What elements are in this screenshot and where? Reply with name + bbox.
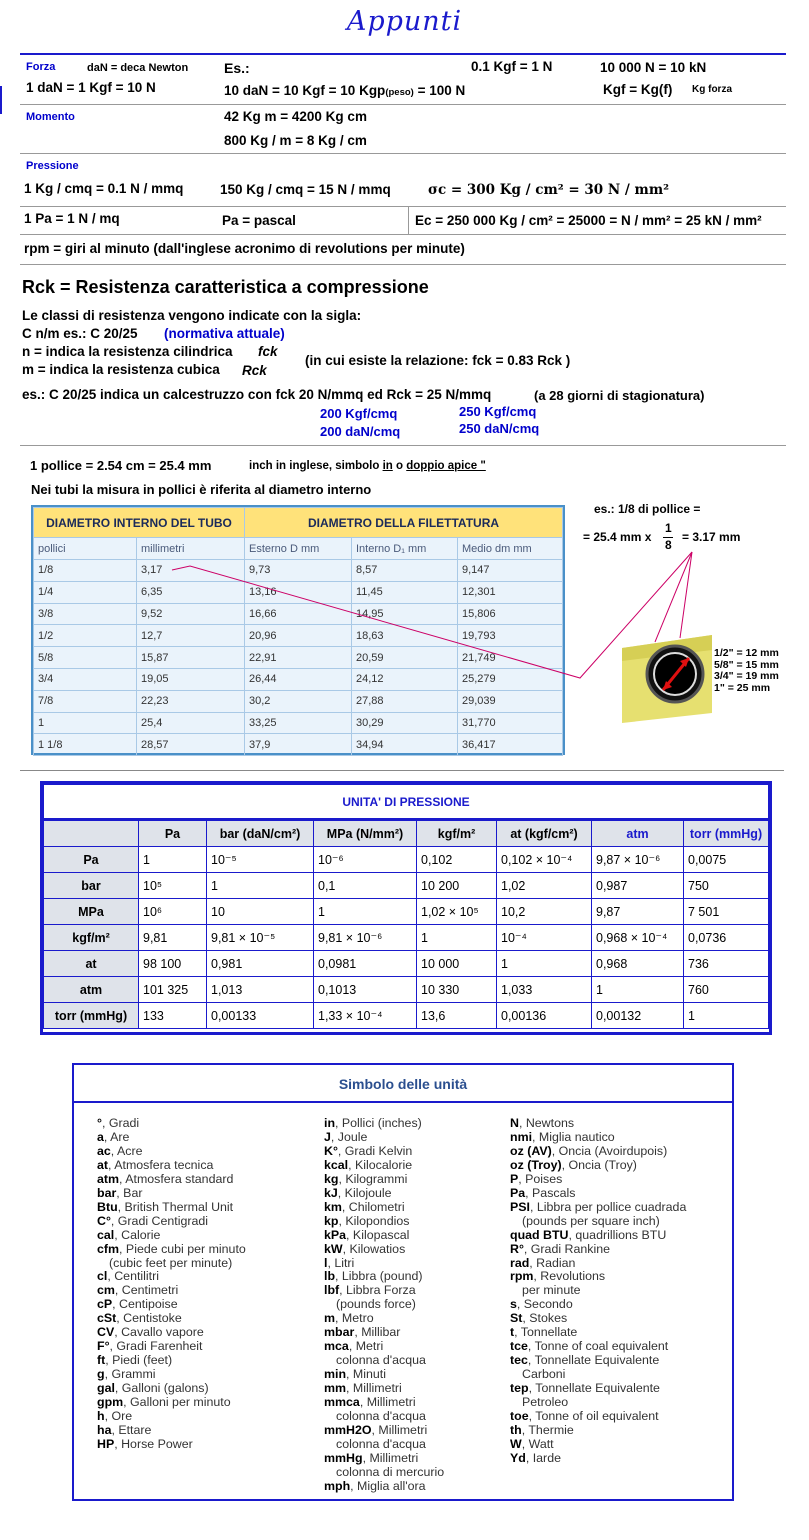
table-cell: 1 bbox=[417, 925, 497, 951]
table-cell: 9,81 × 10⁻⁵ bbox=[207, 925, 314, 951]
table-cell: 760 bbox=[684, 977, 769, 1003]
table-cell: 5/8 bbox=[34, 647, 137, 669]
table-cell: 98 100 bbox=[139, 951, 207, 977]
table-cell: 7/8 bbox=[34, 690, 137, 712]
symbol-entry: mm, Millimetri bbox=[324, 1381, 402, 1396]
symbol-entry: °, Gradi bbox=[97, 1116, 140, 1130]
table-cell: 20,59 bbox=[352, 647, 458, 669]
table-cell: 30,2 bbox=[245, 690, 352, 712]
pollice-def: 1 pollice = 2.54 cm = 25.4 mm bbox=[30, 458, 212, 473]
table-cell: 10⁻⁶ bbox=[314, 847, 417, 873]
symbol-entry: St, Stokes bbox=[510, 1311, 568, 1326]
kgf-def: Kgf = Kg(f) bbox=[603, 82, 673, 97]
symbol-entry: Btu, British Thermal Unit bbox=[97, 1199, 234, 1214]
table-cell: 9,73 bbox=[245, 560, 352, 582]
table-row bbox=[44, 977, 769, 1003]
symbol-entry: mmHg, Millimetri bbox=[324, 1450, 419, 1465]
table-cell: 736 bbox=[684, 951, 769, 977]
table-cell: 34,94 bbox=[352, 734, 458, 756]
table-cell: 21,749 bbox=[458, 647, 563, 669]
dan-note: daN = deca Newton bbox=[87, 62, 189, 74]
row-header: torr (mmHg) bbox=[44, 1003, 139, 1029]
pressure-col-header: kgf/m² bbox=[417, 820, 497, 847]
symbol-entry: gpm, Galloni per minuto bbox=[97, 1395, 231, 1410]
symbols-column-1 bbox=[97, 1117, 246, 1452]
symbol-entry: tce, Tonne of coal equivalent bbox=[510, 1339, 669, 1354]
es-label: Es.: bbox=[224, 60, 250, 76]
inch-note: inch in inglese, simbolo in o doppio apice " bbox=[249, 460, 486, 472]
table-cell: 1 1/8 bbox=[34, 734, 137, 756]
table-cell: 101 325 bbox=[139, 977, 207, 1003]
symbol-entry: nmi, Miglia nautico bbox=[510, 1129, 615, 1144]
symbol-entry: mmca, Millimetri bbox=[324, 1395, 416, 1410]
row-header: at bbox=[44, 951, 139, 977]
table-cell: 10⁶ bbox=[139, 899, 207, 925]
sigma-c: σc = 300 Kg / cm² = 30 N / mm² bbox=[428, 182, 670, 198]
symbol-entry: colonna d'acqua bbox=[336, 1353, 426, 1368]
table-cell: 1/2 bbox=[34, 625, 137, 647]
table-cell: 1,02 × 10⁵ bbox=[417, 899, 497, 925]
table-cell: 6,35 bbox=[137, 581, 245, 603]
symbol-entry: km, Chilometri bbox=[324, 1199, 405, 1214]
symbol-entry: tep, Tonnellate Equivalente bbox=[510, 1381, 660, 1396]
table-cell: 0,00132 bbox=[592, 1003, 684, 1029]
table-cell: 20,96 bbox=[245, 625, 352, 647]
divider bbox=[20, 770, 784, 771]
pipe-col-header: Esterno D mm bbox=[245, 538, 352, 560]
pressione-label: Pressione bbox=[26, 160, 79, 172]
frac-den: 8 bbox=[665, 538, 672, 552]
rck-line4: m = indica la resistenza cubica bbox=[22, 362, 220, 377]
rck-heading: Rck = Resistenza caratteristica a compressione bbox=[22, 277, 429, 297]
symbol-entry: rad, Radian bbox=[510, 1255, 576, 1270]
symbol-entry: m, Metro bbox=[324, 1311, 374, 1326]
symbol-entry: toe, Tonne of oil equivalent bbox=[510, 1409, 659, 1424]
table-cell: 1 bbox=[592, 977, 684, 1003]
symbol-entry: gal, Galloni (galons) bbox=[97, 1381, 209, 1396]
table-cell: 10 000 bbox=[417, 951, 497, 977]
table-cell: 15,806 bbox=[458, 603, 563, 625]
symbol-entry: g, Grammi bbox=[97, 1367, 156, 1382]
pressure-col-header: Pa bbox=[139, 820, 207, 847]
pipe-col-header: millimetri bbox=[137, 538, 245, 560]
symbol-entry: rpm, Revolutions bbox=[510, 1269, 606, 1284]
table-cell: 15,87 bbox=[137, 647, 245, 669]
table-cell: 9,52 bbox=[137, 603, 245, 625]
pointer-line bbox=[680, 552, 692, 638]
table-cell: 31,770 bbox=[458, 712, 563, 734]
es-eq-b: = 3.17 mm bbox=[682, 530, 741, 544]
symbol-entry: P, Poises bbox=[510, 1171, 563, 1186]
fck-symbol: fck bbox=[258, 344, 278, 359]
es-eq-a: = 25.4 mm x bbox=[583, 530, 652, 544]
table-cell: 9,81 × 10⁻⁶ bbox=[314, 925, 417, 951]
table-cell: 10 200 bbox=[417, 873, 497, 899]
table-cell: 0,968 × 10⁻⁴ bbox=[592, 925, 684, 951]
symbols-column-3 bbox=[510, 1117, 686, 1466]
table-cell: 1 bbox=[207, 873, 314, 899]
table-cell: 0,968 bbox=[592, 951, 684, 977]
symbol-entry: cfm, Piede cubi per minuto bbox=[97, 1241, 246, 1256]
table-cell: 0,987 bbox=[592, 873, 684, 899]
symbol-entry: N, Newtons bbox=[510, 1116, 575, 1130]
symbol-entry: h, Ore bbox=[97, 1409, 133, 1424]
table-cell: 9,81 bbox=[139, 925, 207, 951]
row-header: MPa bbox=[44, 899, 139, 925]
symbol-entry: lb, Libbra (pound) bbox=[324, 1269, 423, 1284]
table-row bbox=[44, 1003, 769, 1029]
symbol-entry: colonna d'acqua bbox=[336, 1409, 426, 1424]
table-row bbox=[44, 873, 769, 899]
dan-200: 200 daN/cmq bbox=[320, 424, 401, 439]
pipe-head-left: DIAMETRO INTERNO DEL TUBO bbox=[34, 508, 245, 538]
ec-value: Ec = 250 000 Kg / cm² = 25000 = N / mm² = 25 kN / mm² bbox=[415, 213, 762, 228]
symbol-entry: a, Are bbox=[97, 1129, 130, 1144]
table-row bbox=[44, 951, 769, 977]
kgf-200: 200 Kgf/cmq bbox=[320, 406, 398, 421]
kgf-n: 0.1 Kgf = 1 N bbox=[471, 59, 553, 74]
table-cell: 22,23 bbox=[137, 690, 245, 712]
rck-line1: Le classi di resistenza vengono indicate con la sigla: bbox=[22, 308, 362, 323]
table-cell: 10 330 bbox=[417, 977, 497, 1003]
symbol-entry: min, Minuti bbox=[324, 1367, 386, 1382]
table-row bbox=[44, 847, 769, 873]
symbol-entry: colonna di mercurio bbox=[336, 1464, 445, 1479]
pressure-header-row bbox=[44, 820, 769, 847]
table-cell: 0,0981 bbox=[314, 951, 417, 977]
symbol-entry: cm, Centimetri bbox=[97, 1283, 179, 1298]
pa-1: 1 Pa = 1 N / mq bbox=[24, 211, 120, 226]
pressure-col-header: MPa (N/mm²) bbox=[314, 820, 417, 847]
row-header: bar bbox=[44, 873, 139, 899]
table-cell: 1,33 × 10⁻⁴ bbox=[314, 1003, 417, 1029]
symbol-entry: l, Litri bbox=[324, 1255, 355, 1270]
table-cell: 12,7 bbox=[137, 625, 245, 647]
dan-kgf: 1 daN = 1 Kgf = 10 N bbox=[26, 80, 156, 95]
table-cell: 30,29 bbox=[352, 712, 458, 734]
symbol-entry: lbf, Libbra Forza bbox=[324, 1283, 416, 1298]
table-cell: 12,301 bbox=[458, 581, 563, 603]
symbol-entry: kcal, Kilocalorie bbox=[324, 1157, 413, 1172]
symbol-entry: cl, Centilitri bbox=[97, 1269, 159, 1284]
table-cell: 1,033 bbox=[497, 977, 592, 1003]
table-cell: 1 bbox=[684, 1003, 769, 1029]
symbol-entry: kJ, Kilojoule bbox=[324, 1185, 392, 1200]
table-cell: 1 bbox=[34, 712, 137, 734]
symbol-entry: F°, Gradi Farenheit bbox=[97, 1339, 203, 1354]
table-row bbox=[44, 899, 769, 925]
symbol-entry: s, Secondo bbox=[510, 1297, 573, 1312]
table-cell: 0,00133 bbox=[207, 1003, 314, 1029]
pressure-col-header: at (kgf/cm²) bbox=[497, 820, 592, 847]
table-cell: 1/4 bbox=[34, 581, 137, 603]
page-title: Appunti bbox=[346, 6, 463, 37]
table-cell: 10⁵ bbox=[139, 873, 207, 899]
symbol-entry: kPa, Kilopascal bbox=[324, 1227, 410, 1242]
table-cell: 18,63 bbox=[352, 625, 458, 647]
table-cell: 16,66 bbox=[245, 603, 352, 625]
symbol-entry: per minute bbox=[522, 1283, 581, 1298]
table-cell: 0,102 × 10⁻⁴ bbox=[497, 847, 592, 873]
table-cell: 28,57 bbox=[137, 734, 245, 756]
symbol-entry: CV, Cavallo vapore bbox=[97, 1325, 204, 1340]
table-cell: 3,17 bbox=[137, 560, 245, 582]
table-cell: 1 bbox=[139, 847, 207, 873]
symbol-entry: (pounds per square inch) bbox=[522, 1213, 660, 1228]
table-cell: 0,1 bbox=[314, 873, 417, 899]
normativa: (normativa attuale) bbox=[164, 326, 285, 341]
pipe-legend: 1/2" = 12 mm 5/8" = 15 mm 3/4" = 19 mm 1" = 25 mm bbox=[714, 647, 779, 694]
symbol-entry: PSI, Libbra per pollice cuadrada bbox=[510, 1199, 687, 1214]
table-cell: 0,102 bbox=[417, 847, 497, 873]
kg-forza: Kg forza bbox=[692, 84, 732, 95]
pipe-col-header: Interno D₁ mm bbox=[352, 538, 458, 560]
symbol-entry: mmH2O, Millimetri bbox=[324, 1422, 428, 1437]
symbol-entry: Yd, Iarde bbox=[510, 1450, 561, 1465]
pa-2: Pa = pascal bbox=[222, 213, 296, 228]
kgf-250: 250 Kgf/cmq bbox=[459, 404, 537, 419]
symbol-entry: (pounds force) bbox=[336, 1297, 416, 1312]
table-cell: 7 501 bbox=[684, 899, 769, 925]
symbol-entry: mph, Miglia all'ora bbox=[324, 1478, 426, 1493]
table-cell: 29,039 bbox=[458, 690, 563, 712]
symbol-entry: at, Atmosfera tecnica bbox=[97, 1157, 214, 1172]
symbols-box bbox=[72, 1063, 734, 1501]
symbol-entry: oz (Troy), Oncia (Troy) bbox=[510, 1157, 637, 1172]
rck-line3: n = indica la resistenza cilindrica bbox=[22, 344, 233, 359]
dan-kgp: 10 daN = 10 Kgf = 10 Kgp(peso) = 100 N bbox=[224, 83, 466, 98]
table-cell: 1/8 bbox=[34, 560, 137, 582]
table-cell: 0,981 bbox=[207, 951, 314, 977]
table-cell: 13,6 bbox=[417, 1003, 497, 1029]
table-cell: 19,05 bbox=[137, 668, 245, 690]
table-cell: 8,57 bbox=[352, 560, 458, 582]
symbol-entry: quad BTU, quadrillions BTU bbox=[510, 1227, 667, 1242]
table-cell: 10⁻⁴ bbox=[497, 925, 592, 951]
relazione: (in cui esiste la relazione: fck = 0.83 Rck ) bbox=[305, 353, 571, 368]
table-cell: 22,91 bbox=[245, 647, 352, 669]
symbol-entry: cal, Calorie bbox=[97, 1227, 161, 1242]
table-cell: 13,16 bbox=[245, 581, 352, 603]
symbol-entry: bar, Bar bbox=[97, 1185, 143, 1200]
frac-num: 1 bbox=[665, 521, 672, 535]
symbol-entry: oz (AV), Oncia (Avoirdupois) bbox=[510, 1143, 668, 1158]
pressure-col-header: atm bbox=[592, 820, 684, 847]
table-cell: 25,4 bbox=[137, 712, 245, 734]
symbol-entry: ft, Piedi (feet) bbox=[97, 1353, 173, 1368]
symbol-entry: HP, Horse Power bbox=[97, 1436, 193, 1451]
symbol-entry: Pa, Pascals bbox=[510, 1185, 576, 1200]
symbol-entry: kp, Kilopondios bbox=[324, 1213, 410, 1228]
symbol-entry: Carboni bbox=[522, 1367, 566, 1382]
symbol-entry: kW, Kilowatios bbox=[324, 1241, 406, 1256]
pressure-table bbox=[40, 781, 772, 1035]
table-cell: 10⁻⁵ bbox=[207, 847, 314, 873]
symbols-column-2 bbox=[324, 1117, 444, 1494]
table-cell: 11,45 bbox=[352, 581, 458, 603]
symbol-entry: R°, Gradi Rankine bbox=[510, 1241, 610, 1256]
symbol-entry: kg, Kilogrammi bbox=[324, 1171, 408, 1186]
row-header: atm bbox=[44, 977, 139, 1003]
pressure-col-header: bar (daN/cm²) bbox=[207, 820, 314, 847]
symbol-entry: mca, Metri bbox=[324, 1339, 384, 1354]
table-cell: 0,0736 bbox=[684, 925, 769, 951]
stagionatura: (a 28 giorni di stagionatura) bbox=[534, 388, 705, 403]
table-cell: 25,279 bbox=[458, 668, 563, 690]
table-cell: 33,25 bbox=[245, 712, 352, 734]
pressure-col-header: torr (mmHg) bbox=[684, 820, 769, 847]
symbol-entry: C°, Gradi Centigradi bbox=[97, 1213, 209, 1228]
pointer-line bbox=[172, 552, 692, 678]
momento-label: Momento bbox=[26, 111, 75, 123]
n-kn: 10 000 N = 10 kN bbox=[600, 60, 707, 75]
rck-symbol: Rck bbox=[242, 363, 267, 378]
table-cell: 27,88 bbox=[352, 690, 458, 712]
pointer-line bbox=[655, 552, 692, 642]
table-cell: 36,417 bbox=[458, 734, 563, 756]
table-cell: 1 bbox=[497, 951, 592, 977]
symbol-entry: cP, Centipoise bbox=[97, 1297, 178, 1312]
table-cell: 133 bbox=[139, 1003, 207, 1029]
table-cell: 9,147 bbox=[458, 560, 563, 582]
row-header: Pa bbox=[44, 847, 139, 873]
symbol-entry: Petroleo bbox=[522, 1395, 569, 1410]
table-cell: 0,0075 bbox=[684, 847, 769, 873]
table-cell: 1,013 bbox=[207, 977, 314, 1003]
symbol-entry: tec, Tonnellate Equivalente bbox=[510, 1353, 660, 1368]
table-cell: 0,1013 bbox=[314, 977, 417, 1003]
symbol-entry: colonna d'acqua bbox=[336, 1436, 426, 1451]
table-cell: 10 bbox=[207, 899, 314, 925]
pressure-col-header bbox=[44, 820, 139, 847]
symbol-entry: mbar, Millibar bbox=[324, 1325, 401, 1340]
momento-2: 800 Kg / m = 8 Kg / cm bbox=[224, 133, 367, 148]
table-cell: 26,44 bbox=[245, 668, 352, 690]
table-cell: 9,87 bbox=[592, 899, 684, 925]
table-cell: 3/8 bbox=[34, 603, 137, 625]
pipe-head-right: DIAMETRO DELLA FILETTATURA bbox=[245, 508, 563, 538]
symbol-entry: cSt, Centistoke bbox=[97, 1311, 182, 1326]
symbol-entry: t, Tonnellate bbox=[510, 1325, 578, 1340]
press-1: 1 Kg / cmq = 0.1 N / mmq bbox=[24, 181, 184, 196]
table-cell: 24,12 bbox=[352, 668, 458, 690]
pipe-col-header: pollici bbox=[34, 538, 137, 560]
pipe-col-header: Medio dm mm bbox=[458, 538, 563, 560]
table-cell: 1,02 bbox=[497, 873, 592, 899]
symbol-entry: J, Joule bbox=[324, 1129, 368, 1144]
symbol-entry: th, Thermie bbox=[510, 1422, 574, 1437]
table-cell: 37,9 bbox=[245, 734, 352, 756]
table-cell: 9,87 × 10⁻⁶ bbox=[592, 847, 684, 873]
rck-example: es.: C 20/25 indica un calcestruzzo con fck 20 N/mmq ed Rck = 25 N/mmq bbox=[22, 387, 492, 402]
pressure-caption: UNITA' DI PRESSIONE bbox=[44, 785, 769, 820]
table-cell: 3/4 bbox=[34, 668, 137, 690]
tubi-note: Nei tubi la misura in pollici è riferita al diametro interno bbox=[31, 482, 372, 497]
symbol-entry: atm, Atmosfera standard bbox=[97, 1171, 234, 1186]
forza-label: Forza bbox=[26, 61, 56, 73]
press-2: 150 Kg / cmq = 15 N / mmq bbox=[220, 182, 391, 197]
rpm-def: rpm = giri al minuto (dall'inglese acronimo di revolutions per minute) bbox=[24, 241, 465, 256]
table-cell: 10,2 bbox=[497, 899, 592, 925]
symbol-entry: ac, Acre bbox=[97, 1143, 143, 1158]
dan-250: 250 daN/cmq bbox=[459, 421, 540, 436]
symbol-entry: (cubic feet per minute) bbox=[109, 1255, 233, 1270]
symbol-entry: W, Watt bbox=[510, 1436, 554, 1451]
table-row bbox=[44, 925, 769, 951]
momento-1: 42 Kg m = 4200 Kg cm bbox=[224, 109, 367, 124]
symbols-title: Simbolo delle unità bbox=[74, 1065, 732, 1103]
row-header: kgf/m² bbox=[44, 925, 139, 951]
table-cell: 1 bbox=[314, 899, 417, 925]
symbol-entry: K°, Gradi Kelvin bbox=[324, 1143, 413, 1158]
table-cell: 0,00136 bbox=[497, 1003, 592, 1029]
table-cell: 19,793 bbox=[458, 625, 563, 647]
table-cell: 750 bbox=[684, 873, 769, 899]
table-cell: 14,95 bbox=[352, 603, 458, 625]
rck-line2: C n/m es.: C 20/25 bbox=[22, 326, 138, 341]
symbol-entry: ha, Ettare bbox=[97, 1422, 152, 1437]
es-head: es.: 1/8 di pollice = bbox=[594, 502, 701, 516]
symbol-entry: in, Pollici (inches) bbox=[324, 1116, 422, 1130]
